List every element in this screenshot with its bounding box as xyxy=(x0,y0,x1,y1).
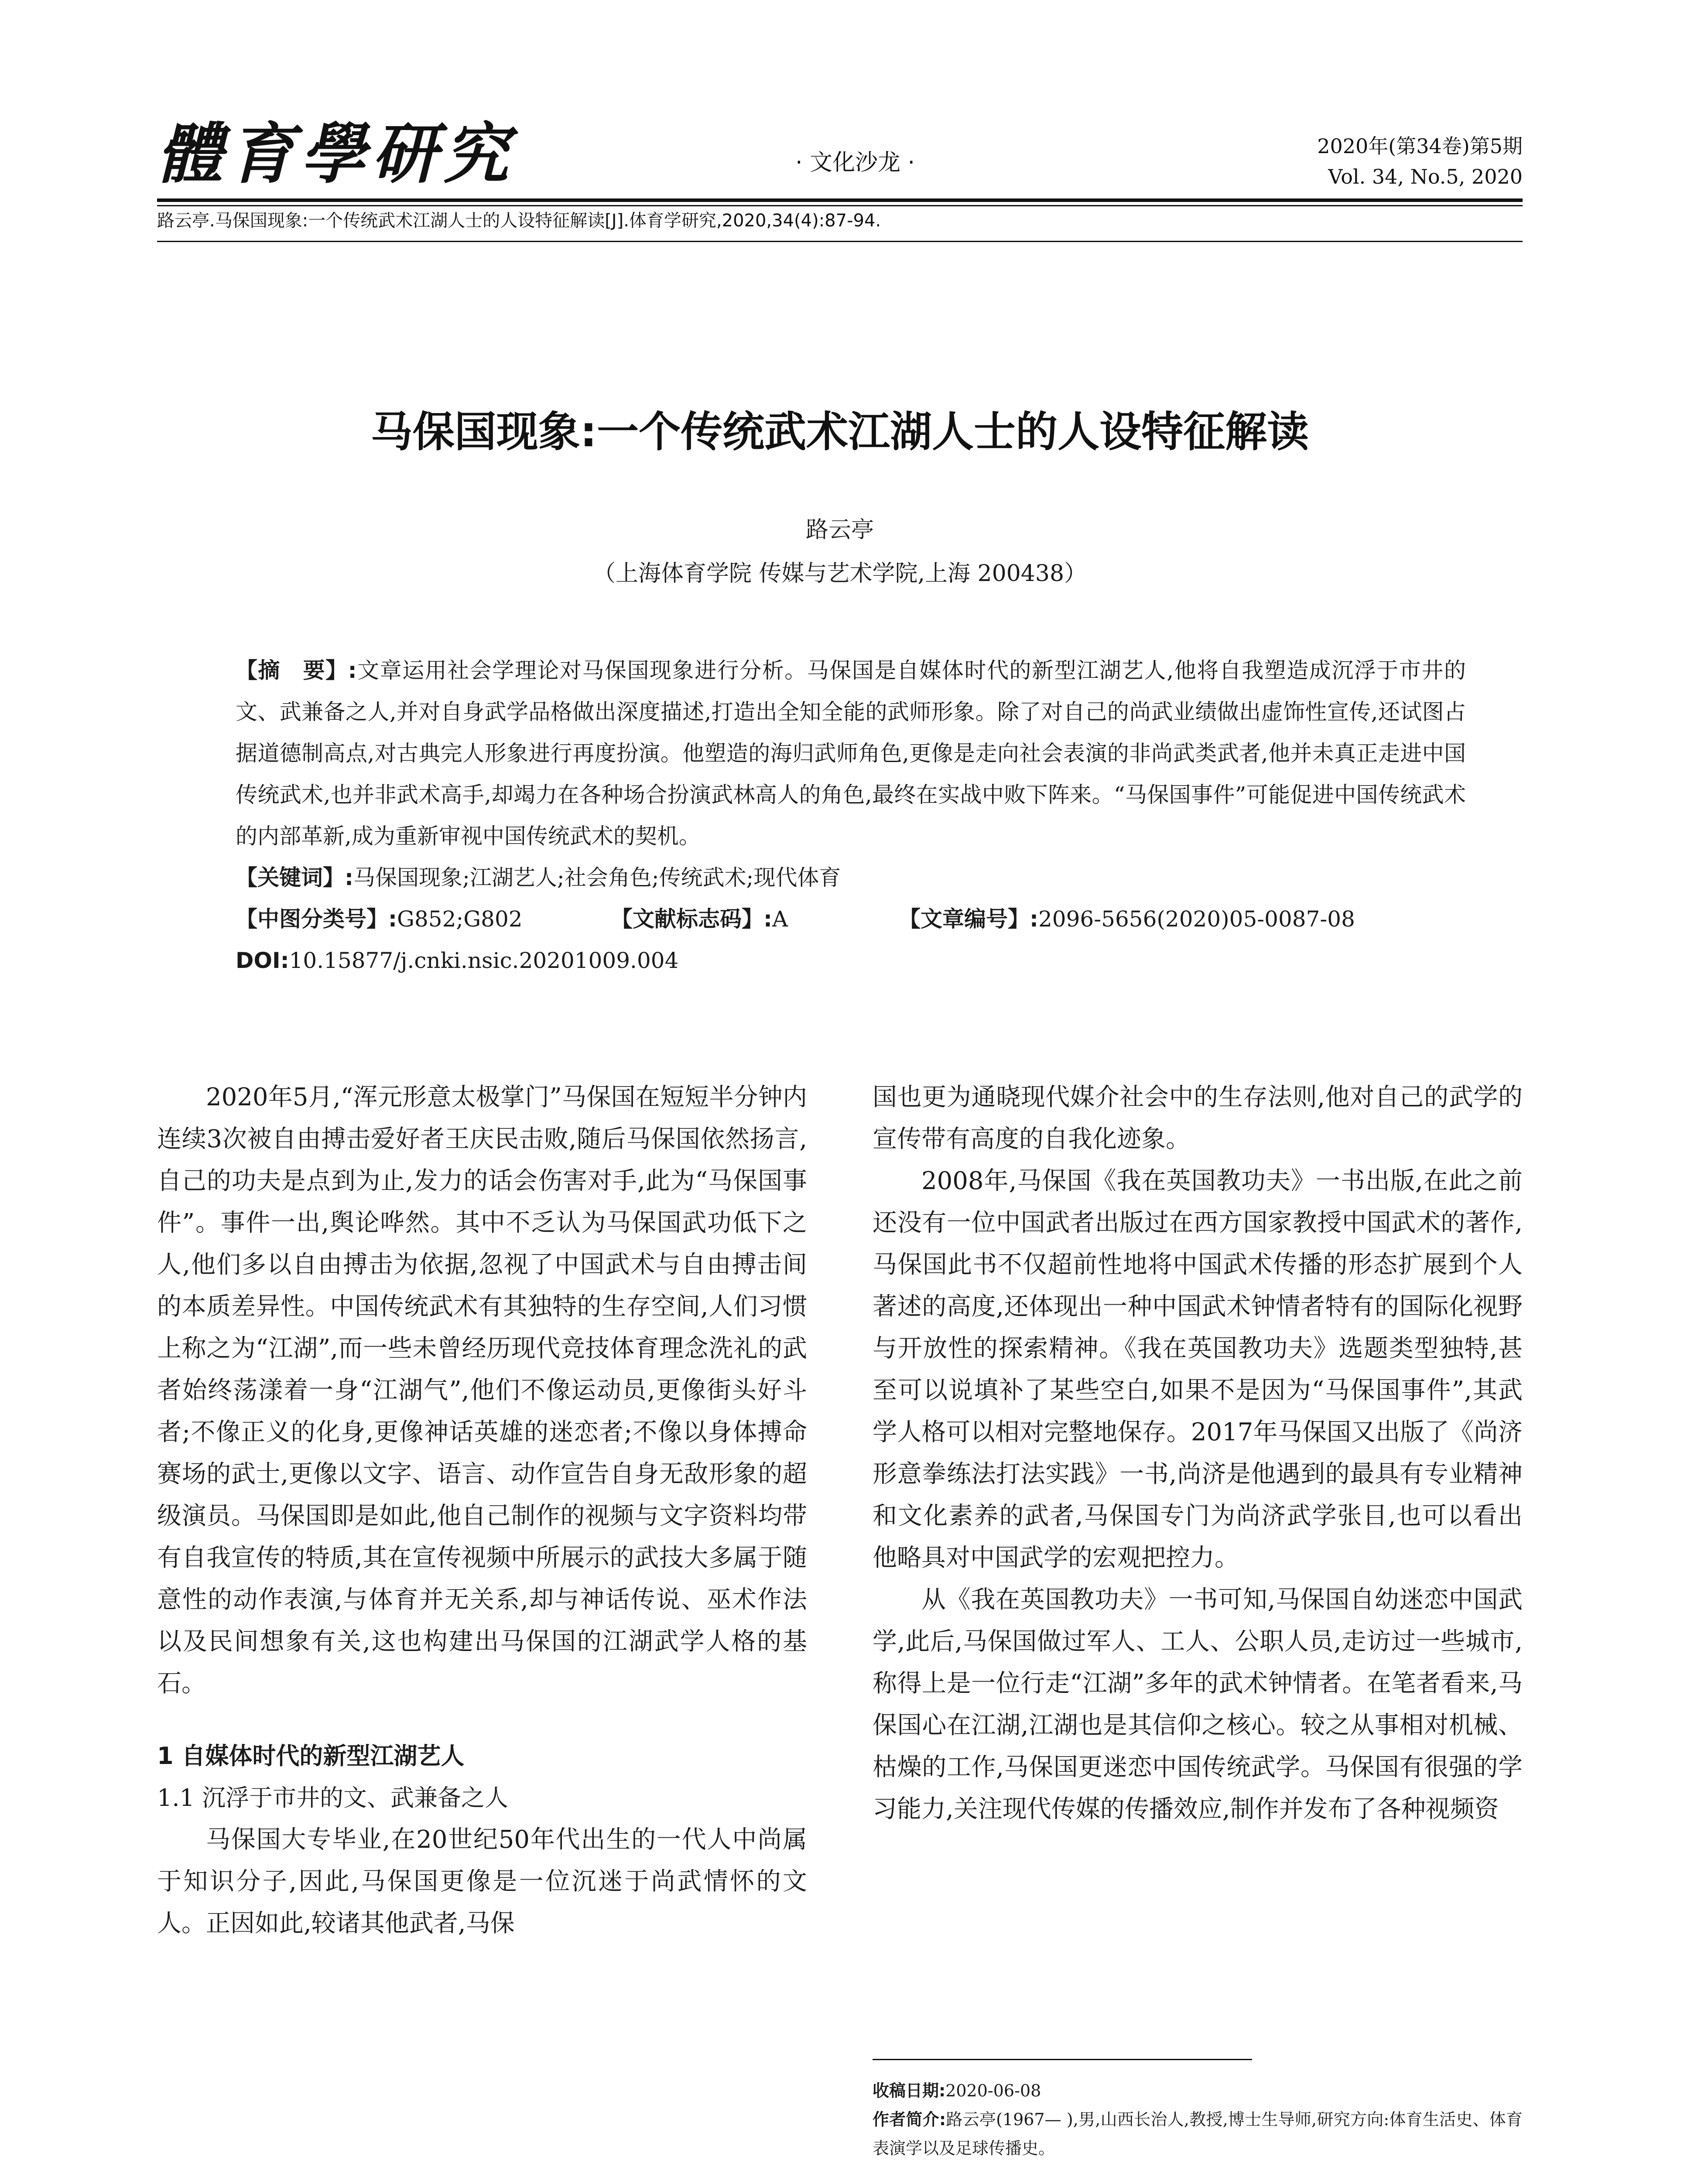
citation-line: 路云亭.马保国现象:一个传统武术江湖人士的人设特征解读[J].体育学研究,2020,34(4):87-94. xyxy=(157,211,881,231)
clc-field xyxy=(236,899,523,940)
author-name: 路云亭 xyxy=(805,517,874,543)
doc-code-value: A xyxy=(772,906,788,932)
section-heading: 1 自媒体时代的新型江湖艺人 xyxy=(157,1742,465,1770)
doc-code-field xyxy=(611,899,788,940)
author-bio xyxy=(873,2105,1523,2163)
body-paragraph: 马保国大专毕业,在20世纪50年代出生的一代人中尚属于知识分子,因此,马保国更像是一位沉迷于尚武情怀的文人。正因如此,较诸其他武者,马保 xyxy=(157,1825,807,1938)
header-rule-thick xyxy=(157,198,1523,202)
body-paragraph: 2020年5月,“浑元形意太极掌门”马保国在短短半分钟内连续3次被自由搏击爱好者王庆民击败,随后马保国依然扬言,自己的功夫是点到为止,发力的话会伤害对手,此为“马保国事件”。事件一出,舆论哗然。其中不乏认为马保国武功低下之人,他们多以自由搏击为依据,忽视了中国武术与自由搏击间的本质差异性。中国传统武术有其独特的生存空间,人们习惯上称之为“江湖”,而一些未曾经历现代竞技体育理念洗礼的武者始终荡漾着一身“江湖气”,他们不像运动员,更像街头好斗者;不像正义的化身,更像神话英雄的迷恋者;不像以身体搏命赛场的武士,更像以文字、语言、动作宣告自身无敌形象的超级演员。马保国即是如此,他自己制作的视频与文字资料均带有自我宣传的特质,其在宣传视频中所展示的武技大多属于随意性的动作表演,与体育并无关系,却与神话传说、巫术作法以及民间想象有关,这也构建出马保国的江湖武学人格的基石。 xyxy=(157,1083,807,1698)
abstract-block xyxy=(236,650,1466,981)
received-value: 2020-06-08 xyxy=(945,2081,1041,2100)
doi-value: 10.15877/j.cnki.nsic.20201009.004 xyxy=(289,948,679,973)
bio-value: 路云亭(1967— ),男,山西长治人,教授,博士生导师,研究方向:体育生活史、体育表演学以及足球传播史。 xyxy=(873,2110,1523,2158)
footnote-rule xyxy=(873,2059,1252,2060)
article-id-label: 【文章编号】: xyxy=(899,906,1038,932)
received-label: 收稿日期: xyxy=(873,2081,946,2100)
clc-label: 【中图分类号】: xyxy=(236,906,397,932)
bio-label: 作者简介: xyxy=(873,2110,946,2129)
column-tag: · 文化沙龙 · xyxy=(795,150,915,176)
subsection-heading: 1.1 沉浮于市井的文、武兼备之人 xyxy=(157,1784,509,1812)
header-rule-thin xyxy=(157,205,1523,206)
abstract-paragraph xyxy=(236,650,1466,857)
keywords-label: 【关键词】: xyxy=(236,865,353,890)
body-left-column xyxy=(157,1077,807,1945)
received-date xyxy=(873,2076,1523,2105)
article-id-value: 2096-5656(2020)05-0087-08 xyxy=(1038,906,1355,932)
doi-row xyxy=(236,940,1466,981)
doc-code-label: 【文献标志码】: xyxy=(611,906,772,932)
classification-row xyxy=(236,899,1466,940)
citation-rule xyxy=(157,241,1523,242)
issue-cn: 2020年(第34卷)第5期 xyxy=(1317,134,1523,158)
body-paragraph: 从《我在英国教功夫》一书可知,马保国自幼迷恋中国武学,此后,马保国做过军人、工人、公职人员,走访过一些城市,称得上是一位行走“江湖”多年的武术钟情者。在笔者看来,马保国心在江湖,江湖也是其信仰之核心。较之从事相对机械、枯燥的工作,马保国更迷恋中国传统武学。马保国有很强的学习能力,关注现代传媒的传播效应,制作并发布了各种视频资 xyxy=(873,1586,1523,1823)
body-right-column xyxy=(873,1077,1523,1830)
doi-label: DOI: xyxy=(236,948,289,973)
body-paragraph: 2008年,马保国《我在英国教功夫》一书出版,在此之前还没有一位中国武者出版过在西方国家教授中国武术的著作,马保国此书不仅超前性地将中国武术传播的形态扩展到个人著述的高度,还体现出一种中国武术钟情者特有的国际化视野与开放性的探索精神。《我在英国教功夫》选题类型独特,甚至可以说填补了某些空白,如果不是因为“马保国事件”,其武学人格可以相对完整地保存。2017年马保国又出版了《尚济形意拳练法打法实践》一书,尚济是他遇到的最具有专业精神和文化素养的武者,马保国专门为尚济武学张目,也可以看出他略具对中国武学的宏观把控力。 xyxy=(873,1167,1523,1572)
journal-logo: 體育學研究 xyxy=(157,116,515,192)
clc-value: G852;G802 xyxy=(397,906,523,932)
issue-en: Vol. 34, No.5, 2020 xyxy=(1328,165,1523,188)
keywords-text: 马保国现象;江湖艺人;社会角色;传统武术;现代体育 xyxy=(353,865,841,890)
issue-info xyxy=(1178,131,1523,192)
body-paragraph-continued: 国也更为通晓现代媒介社会中的生存法则,他对自己的武学的宣传带有高度的自我化迹象。 xyxy=(873,1083,1523,1153)
article-id-field xyxy=(899,899,1355,940)
abstract-text: 文章运用社会学理论对马保国现象进行分析。马保国是自媒体时代的新型江湖艺人,他将自我塑造成沉浮于市井的文、武兼备之人,并对自身武学品格做出深度描述,打造出全知全能的武师形象。除了对自己的尚武业绩做出虚饰性宣传,还试图占据道德制高点,对古典完人形象进行再度扮演。他塑造的海归武师角色,更像是走向社会表演的非尚武类武者,他并未真正走进中国传统武术,也并非武术高手,却竭力在各种场合扮演武林高人的角色,最终在实战中败下阵来。“马保国事件”可能促进中国传统武术的内部革新,成为重新审视中国传统武术的契机。 xyxy=(236,658,1466,849)
article-title: 马保国现象:一个传统武术江湖人士的人设特征解读 xyxy=(370,407,1309,456)
abstract-label: 【摘 要】: xyxy=(236,658,357,683)
keywords-row xyxy=(236,857,1466,899)
footnote-block xyxy=(873,2076,1523,2163)
author-affiliation: （上海体育学院 传媒与艺术学院,上海 200438） xyxy=(592,561,1087,587)
